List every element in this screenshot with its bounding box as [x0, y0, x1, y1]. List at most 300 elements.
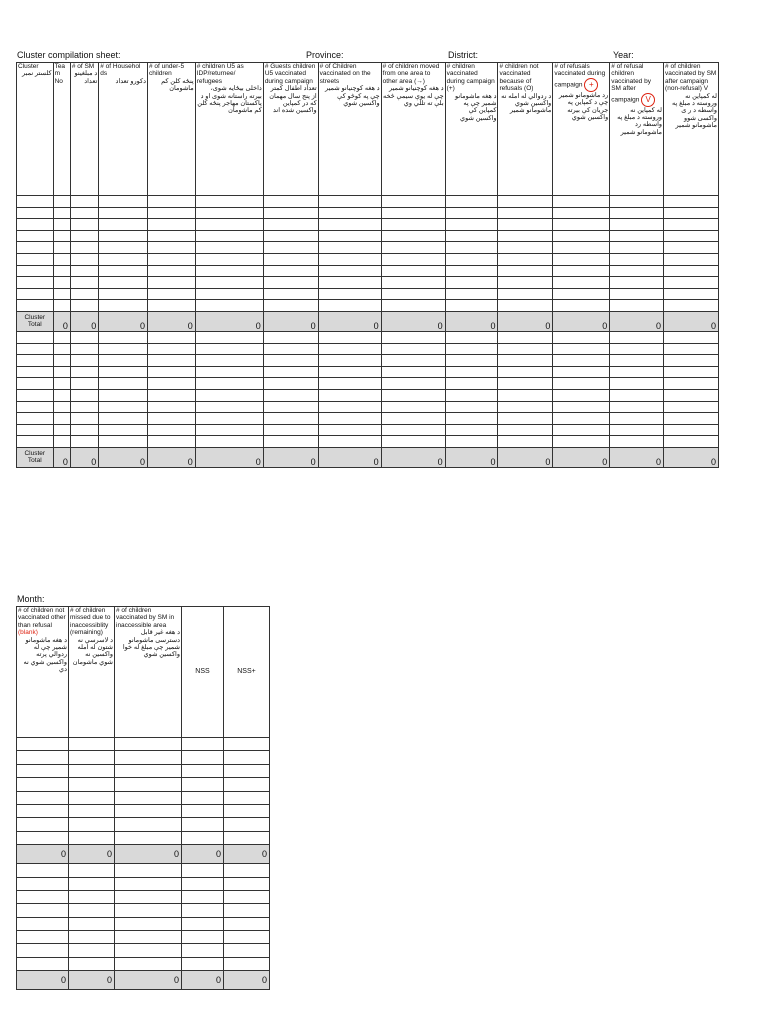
table-cell[interactable]	[115, 890, 182, 903]
table-cell[interactable]	[224, 804, 270, 817]
table-cell[interactable]	[148, 378, 196, 390]
table-cell[interactable]	[53, 242, 70, 254]
table-cell[interactable]	[224, 904, 270, 917]
table-cell[interactable]	[70, 389, 98, 401]
table-cell[interactable]	[195, 265, 263, 277]
table-cell[interactable]	[70, 277, 98, 289]
table-cell[interactable]	[498, 343, 553, 355]
table-cell[interactable]	[70, 242, 98, 254]
table-cell[interactable]	[148, 253, 196, 265]
table-cell[interactable]	[664, 331, 719, 343]
table-cell[interactable]	[553, 242, 610, 254]
table-cell[interactable]	[53, 331, 70, 343]
table-cell[interactable]	[17, 917, 69, 930]
table-cell[interactable]	[318, 219, 381, 231]
table-cell[interactable]	[69, 738, 115, 751]
table-cell[interactable]	[115, 831, 182, 844]
table-cell[interactable]	[498, 401, 553, 413]
table-cell[interactable]	[70, 355, 98, 367]
table-cell[interactable]	[115, 751, 182, 764]
table-cell[interactable]	[224, 818, 270, 831]
table-cell[interactable]	[17, 890, 69, 903]
table-cell[interactable]	[445, 277, 498, 289]
table-cell[interactable]	[445, 378, 498, 390]
table-cell[interactable]	[664, 378, 719, 390]
table-cell[interactable]	[195, 389, 263, 401]
table-cell[interactable]	[53, 253, 70, 265]
table-cell[interactable]	[17, 818, 69, 831]
table-cell[interactable]	[318, 253, 381, 265]
table-cell[interactable]	[70, 196, 98, 208]
table-cell[interactable]	[224, 917, 270, 930]
table-cell[interactable]	[69, 791, 115, 804]
table-cell[interactable]	[318, 196, 381, 208]
table-cell[interactable]	[263, 413, 318, 425]
table-cell[interactable]	[318, 300, 381, 312]
table-cell[interactable]	[498, 288, 553, 300]
table-cell[interactable]	[99, 207, 148, 219]
table-cell[interactable]	[498, 389, 553, 401]
table-cell[interactable]	[99, 242, 148, 254]
table-cell[interactable]	[263, 253, 318, 265]
table-cell[interactable]	[195, 436, 263, 448]
table-cell[interactable]	[99, 288, 148, 300]
table-cell[interactable]	[610, 219, 664, 231]
table-cell[interactable]	[263, 424, 318, 436]
table-cell[interactable]	[498, 242, 553, 254]
table-cell[interactable]	[148, 230, 196, 242]
table-cell[interactable]	[381, 219, 445, 231]
table-cell[interactable]	[263, 389, 318, 401]
table-cell[interactable]	[381, 253, 445, 265]
table-cell[interactable]	[664, 424, 719, 436]
table-cell[interactable]	[498, 355, 553, 367]
table-cell[interactable]	[99, 331, 148, 343]
table-cell[interactable]	[53, 424, 70, 436]
table-cell[interactable]	[445, 265, 498, 277]
table-cell[interactable]	[99, 378, 148, 390]
table-cell[interactable]	[553, 196, 610, 208]
table-cell[interactable]	[664, 277, 719, 289]
table-cell[interactable]	[99, 401, 148, 413]
table-cell[interactable]	[553, 424, 610, 436]
table-cell[interactable]	[115, 804, 182, 817]
table-cell[interactable]	[115, 904, 182, 917]
table-cell[interactable]	[498, 436, 553, 448]
table-cell[interactable]	[70, 207, 98, 219]
table-cell[interactable]	[381, 389, 445, 401]
table-cell[interactable]	[70, 343, 98, 355]
table-cell[interactable]	[53, 207, 70, 219]
table-cell[interactable]	[53, 230, 70, 242]
table-cell[interactable]	[148, 355, 196, 367]
table-cell[interactable]	[664, 219, 719, 231]
table-cell[interactable]	[17, 944, 69, 957]
table-cell[interactable]	[664, 253, 719, 265]
table-cell[interactable]	[69, 957, 115, 970]
table-cell[interactable]	[17, 277, 54, 289]
table-cell[interactable]	[445, 413, 498, 425]
table-cell[interactable]	[553, 389, 610, 401]
table-cell[interactable]	[53, 343, 70, 355]
table-cell[interactable]	[263, 288, 318, 300]
table-cell[interactable]	[224, 931, 270, 944]
table-cell[interactable]	[53, 265, 70, 277]
table-cell[interactable]	[182, 738, 224, 751]
table-cell[interactable]	[115, 818, 182, 831]
table-cell[interactable]	[182, 804, 224, 817]
table-cell[interactable]	[445, 366, 498, 378]
table-cell[interactable]	[445, 300, 498, 312]
table-cell[interactable]	[17, 230, 54, 242]
table-cell[interactable]	[182, 957, 224, 970]
table-cell[interactable]	[664, 355, 719, 367]
table-cell[interactable]	[115, 791, 182, 804]
table-cell[interactable]	[69, 904, 115, 917]
table-cell[interactable]	[69, 778, 115, 791]
table-cell[interactable]	[381, 230, 445, 242]
table-cell[interactable]	[115, 944, 182, 957]
table-cell[interactable]	[498, 277, 553, 289]
table-cell[interactable]	[70, 378, 98, 390]
table-cell[interactable]	[224, 764, 270, 777]
table-cell[interactable]	[17, 366, 54, 378]
table-cell[interactable]	[148, 196, 196, 208]
table-cell[interactable]	[69, 931, 115, 944]
table-cell[interactable]	[318, 366, 381, 378]
table-cell[interactable]	[610, 242, 664, 254]
table-cell[interactable]	[318, 436, 381, 448]
table-cell[interactable]	[381, 196, 445, 208]
table-cell[interactable]	[99, 196, 148, 208]
table-cell[interactable]	[182, 904, 224, 917]
table-cell[interactable]	[498, 366, 553, 378]
table-cell[interactable]	[664, 343, 719, 355]
table-cell[interactable]	[70, 219, 98, 231]
table-cell[interactable]	[195, 378, 263, 390]
table-cell[interactable]	[318, 413, 381, 425]
table-cell[interactable]	[17, 424, 54, 436]
table-cell[interactable]	[498, 230, 553, 242]
table-cell[interactable]	[17, 738, 69, 751]
table-cell[interactable]	[53, 413, 70, 425]
table-cell[interactable]	[148, 366, 196, 378]
table-cell[interactable]	[318, 424, 381, 436]
table-cell[interactable]	[17, 791, 69, 804]
table-cell[interactable]	[664, 242, 719, 254]
table-cell[interactable]	[195, 413, 263, 425]
table-cell[interactable]	[70, 253, 98, 265]
table-cell[interactable]	[318, 277, 381, 289]
table-cell[interactable]	[553, 253, 610, 265]
table-cell[interactable]	[195, 288, 263, 300]
table-cell[interactable]	[17, 751, 69, 764]
table-cell[interactable]	[99, 424, 148, 436]
table-cell[interactable]	[115, 877, 182, 890]
table-cell[interactable]	[17, 436, 54, 448]
table-cell[interactable]	[224, 944, 270, 957]
table-cell[interactable]	[610, 436, 664, 448]
table-cell[interactable]	[195, 277, 263, 289]
table-cell[interactable]	[498, 265, 553, 277]
table-cell[interactable]	[445, 436, 498, 448]
table-cell[interactable]	[53, 436, 70, 448]
table-cell[interactable]	[70, 230, 98, 242]
table-cell[interactable]	[99, 343, 148, 355]
table-cell[interactable]	[99, 355, 148, 367]
table-cell[interactable]	[664, 389, 719, 401]
table-cell[interactable]	[610, 196, 664, 208]
table-cell[interactable]	[610, 288, 664, 300]
table-cell[interactable]	[263, 277, 318, 289]
table-cell[interactable]	[318, 355, 381, 367]
table-cell[interactable]	[610, 413, 664, 425]
table-cell[interactable]	[445, 355, 498, 367]
table-cell[interactable]	[115, 957, 182, 970]
table-cell[interactable]	[17, 413, 54, 425]
table-cell[interactable]	[69, 917, 115, 930]
table-cell[interactable]	[17, 265, 54, 277]
table-cell[interactable]	[553, 401, 610, 413]
table-cell[interactable]	[99, 277, 148, 289]
table-cell[interactable]	[17, 831, 69, 844]
table-cell[interactable]	[318, 207, 381, 219]
table-cell[interactable]	[445, 343, 498, 355]
table-cell[interactable]	[498, 300, 553, 312]
table-cell[interactable]	[224, 877, 270, 890]
table-cell[interactable]	[182, 917, 224, 930]
table-cell[interactable]	[17, 242, 54, 254]
table-cell[interactable]	[115, 864, 182, 877]
table-cell[interactable]	[498, 219, 553, 231]
table-cell[interactable]	[263, 230, 318, 242]
table-cell[interactable]	[182, 764, 224, 777]
table-cell[interactable]	[17, 931, 69, 944]
table-cell[interactable]	[381, 288, 445, 300]
table-cell[interactable]	[70, 413, 98, 425]
table-cell[interactable]	[664, 288, 719, 300]
table-cell[interactable]	[195, 424, 263, 436]
table-cell[interactable]	[664, 265, 719, 277]
table-cell[interactable]	[498, 424, 553, 436]
table-cell[interactable]	[263, 219, 318, 231]
table-cell[interactable]	[445, 389, 498, 401]
table-cell[interactable]	[53, 196, 70, 208]
table-cell[interactable]	[99, 230, 148, 242]
table-cell[interactable]	[553, 288, 610, 300]
table-cell[interactable]	[182, 890, 224, 903]
table-cell[interactable]	[664, 230, 719, 242]
table-cell[interactable]	[99, 389, 148, 401]
table-cell[interactable]	[70, 366, 98, 378]
table-cell[interactable]	[69, 944, 115, 957]
table-cell[interactable]	[553, 219, 610, 231]
table-cell[interactable]	[553, 300, 610, 312]
table-cell[interactable]	[553, 355, 610, 367]
table-cell[interactable]	[664, 366, 719, 378]
table-cell[interactable]	[610, 343, 664, 355]
table-cell[interactable]	[17, 401, 54, 413]
table-cell[interactable]	[664, 436, 719, 448]
table-cell[interactable]	[498, 196, 553, 208]
table-cell[interactable]	[263, 355, 318, 367]
table-cell[interactable]	[182, 864, 224, 877]
table-cell[interactable]	[263, 196, 318, 208]
table-cell[interactable]	[318, 389, 381, 401]
table-cell[interactable]	[115, 778, 182, 791]
table-cell[interactable]	[610, 355, 664, 367]
table-cell[interactable]	[610, 401, 664, 413]
table-cell[interactable]	[195, 219, 263, 231]
table-cell[interactable]	[182, 818, 224, 831]
table-cell[interactable]	[195, 300, 263, 312]
table-cell[interactable]	[610, 277, 664, 289]
table-cell[interactable]	[318, 242, 381, 254]
table-cell[interactable]	[70, 331, 98, 343]
table-cell[interactable]	[263, 401, 318, 413]
table-cell[interactable]	[148, 242, 196, 254]
table-cell[interactable]	[148, 300, 196, 312]
table-cell[interactable]	[498, 253, 553, 265]
table-cell[interactable]	[195, 196, 263, 208]
table-cell[interactable]	[318, 343, 381, 355]
table-cell[interactable]	[182, 877, 224, 890]
table-cell[interactable]	[115, 917, 182, 930]
table-cell[interactable]	[445, 401, 498, 413]
table-cell[interactable]	[553, 343, 610, 355]
table-cell[interactable]	[182, 831, 224, 844]
table-cell[interactable]	[553, 230, 610, 242]
table-cell[interactable]	[115, 738, 182, 751]
table-cell[interactable]	[53, 378, 70, 390]
table-cell[interactable]	[69, 751, 115, 764]
table-cell[interactable]	[553, 436, 610, 448]
table-cell[interactable]	[445, 219, 498, 231]
table-cell[interactable]	[664, 300, 719, 312]
table-cell[interactable]	[148, 424, 196, 436]
table-cell[interactable]	[70, 265, 98, 277]
table-cell[interactable]	[263, 378, 318, 390]
table-cell[interactable]	[182, 791, 224, 804]
table-cell[interactable]	[445, 207, 498, 219]
table-cell[interactable]	[445, 253, 498, 265]
table-cell[interactable]	[148, 401, 196, 413]
table-cell[interactable]	[553, 265, 610, 277]
table-cell[interactable]	[381, 300, 445, 312]
table-cell[interactable]	[69, 818, 115, 831]
table-cell[interactable]	[53, 401, 70, 413]
table-cell[interactable]	[498, 207, 553, 219]
table-cell[interactable]	[263, 207, 318, 219]
table-cell[interactable]	[69, 831, 115, 844]
table-cell[interactable]	[318, 288, 381, 300]
table-cell[interactable]	[182, 931, 224, 944]
table-cell[interactable]	[498, 331, 553, 343]
table-cell[interactable]	[263, 366, 318, 378]
table-cell[interactable]	[610, 389, 664, 401]
table-cell[interactable]	[381, 378, 445, 390]
table-cell[interactable]	[148, 207, 196, 219]
table-cell[interactable]	[115, 764, 182, 777]
table-cell[interactable]	[17, 904, 69, 917]
table-cell[interactable]	[17, 219, 54, 231]
table-cell[interactable]	[610, 265, 664, 277]
table-cell[interactable]	[99, 436, 148, 448]
table-cell[interactable]	[381, 366, 445, 378]
table-cell[interactable]	[263, 300, 318, 312]
table-cell[interactable]	[195, 207, 263, 219]
table-cell[interactable]	[53, 219, 70, 231]
table-cell[interactable]	[148, 219, 196, 231]
table-cell[interactable]	[664, 207, 719, 219]
table-cell[interactable]	[553, 207, 610, 219]
table-cell[interactable]	[195, 366, 263, 378]
table-cell[interactable]	[224, 957, 270, 970]
table-cell[interactable]	[17, 877, 69, 890]
table-cell[interactable]	[69, 804, 115, 817]
table-cell[interactable]	[17, 253, 54, 265]
table-cell[interactable]	[99, 366, 148, 378]
table-cell[interactable]	[99, 253, 148, 265]
table-cell[interactable]	[318, 230, 381, 242]
table-cell[interactable]	[381, 207, 445, 219]
table-cell[interactable]	[318, 331, 381, 343]
table-cell[interactable]	[445, 242, 498, 254]
table-cell[interactable]	[99, 219, 148, 231]
table-cell[interactable]	[17, 778, 69, 791]
table-cell[interactable]	[318, 378, 381, 390]
table-cell[interactable]	[664, 401, 719, 413]
table-cell[interactable]	[553, 277, 610, 289]
table-cell[interactable]	[610, 378, 664, 390]
table-cell[interactable]	[610, 424, 664, 436]
table-cell[interactable]	[148, 436, 196, 448]
table-cell[interactable]	[148, 413, 196, 425]
table-cell[interactable]	[70, 401, 98, 413]
table-cell[interactable]	[445, 230, 498, 242]
table-cell[interactable]	[610, 253, 664, 265]
table-cell[interactable]	[17, 288, 54, 300]
table-cell[interactable]	[182, 944, 224, 957]
table-cell[interactable]	[381, 277, 445, 289]
table-cell[interactable]	[381, 436, 445, 448]
table-cell[interactable]	[53, 355, 70, 367]
table-cell[interactable]	[195, 331, 263, 343]
table-cell[interactable]	[53, 300, 70, 312]
table-cell[interactable]	[182, 751, 224, 764]
table-cell[interactable]	[224, 890, 270, 903]
table-cell[interactable]	[115, 931, 182, 944]
table-cell[interactable]	[553, 378, 610, 390]
table-cell[interactable]	[224, 831, 270, 844]
table-cell[interactable]	[381, 343, 445, 355]
table-cell[interactable]	[195, 343, 263, 355]
table-cell[interactable]	[445, 196, 498, 208]
table-cell[interactable]	[17, 300, 54, 312]
table-cell[interactable]	[445, 331, 498, 343]
table-cell[interactable]	[381, 355, 445, 367]
table-cell[interactable]	[195, 230, 263, 242]
table-cell[interactable]	[381, 424, 445, 436]
table-cell[interactable]	[498, 378, 553, 390]
table-cell[interactable]	[148, 265, 196, 277]
table-cell[interactable]	[664, 413, 719, 425]
table-cell[interactable]	[148, 343, 196, 355]
table-cell[interactable]	[17, 957, 69, 970]
table-cell[interactable]	[99, 265, 148, 277]
table-cell[interactable]	[148, 331, 196, 343]
table-cell[interactable]	[664, 196, 719, 208]
